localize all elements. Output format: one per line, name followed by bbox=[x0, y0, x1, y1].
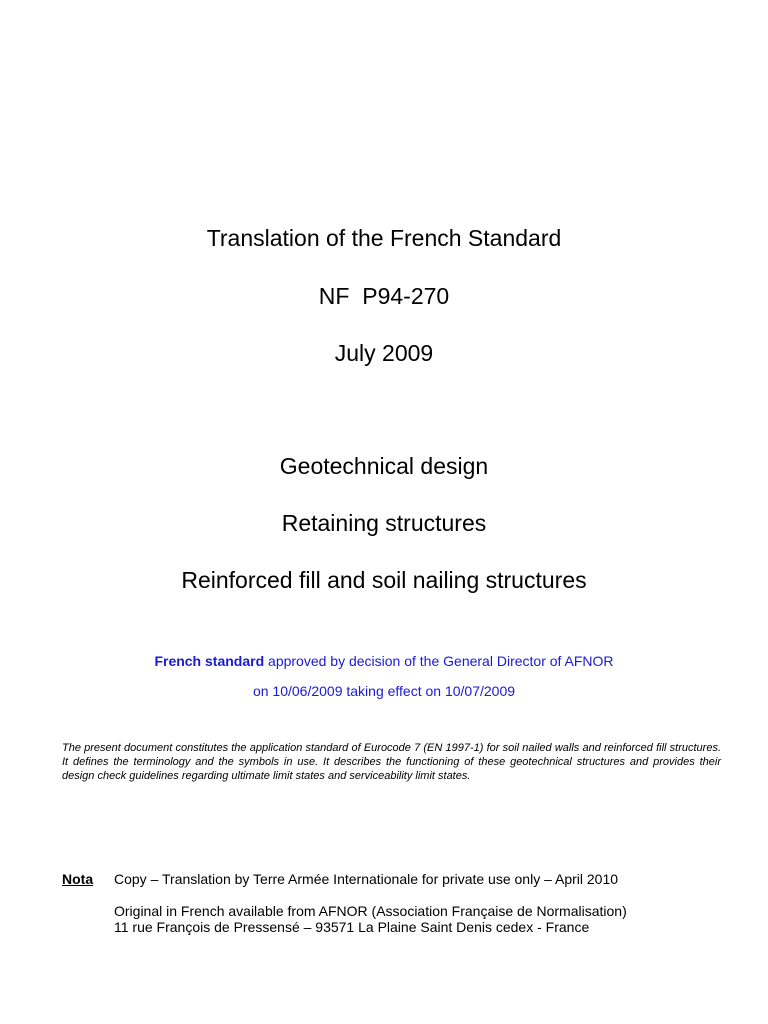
approval-dates: on 10/06/2009 taking effect on 10/07/2009 bbox=[252, 683, 516, 699]
nota-copy-line: Copy – Translation by Terre Armée Internationale for private use only – April 2010 bbox=[114, 871, 619, 887]
nota-label: Nota bbox=[62, 871, 94, 887]
title-translation-line: Translation of the French Standard bbox=[206, 225, 562, 251]
subject-retaining-structures: Retaining structures bbox=[281, 510, 487, 536]
nota-original-line-1: Original in French available from AFNOR (Association Française de Normalisation) bbox=[114, 903, 627, 919]
approval-bold-label: French standard bbox=[154, 653, 265, 669]
subject-geotechnical-design: Geotechnical design bbox=[279, 453, 489, 479]
standard-number: NF P94-270 bbox=[318, 283, 450, 309]
approval-statement bbox=[0, 652, 768, 670]
subject-reinforced-fill: Reinforced fill and soil nailing structures bbox=[181, 567, 587, 593]
abstract-paragraph: The present document constitutes the application standard of Eurocode 7 (EN 1997-1) for soil nailed walls and reinforced fill structures. It defines the terminology and the symbols in use. It describes the functioning of these geotechnical structures and provides their design check guidelines regarding ultimate limit states and serviceability limit states. bbox=[62, 742, 721, 782]
standard-date: July 2009 bbox=[334, 340, 434, 366]
approval-rest-text: approved by decision of the General Director of AFNOR bbox=[264, 653, 614, 669]
nota-original-line-2: 11 rue François de Pressensé – 93571 La Plaine Saint Denis cedex - France bbox=[114, 919, 590, 935]
